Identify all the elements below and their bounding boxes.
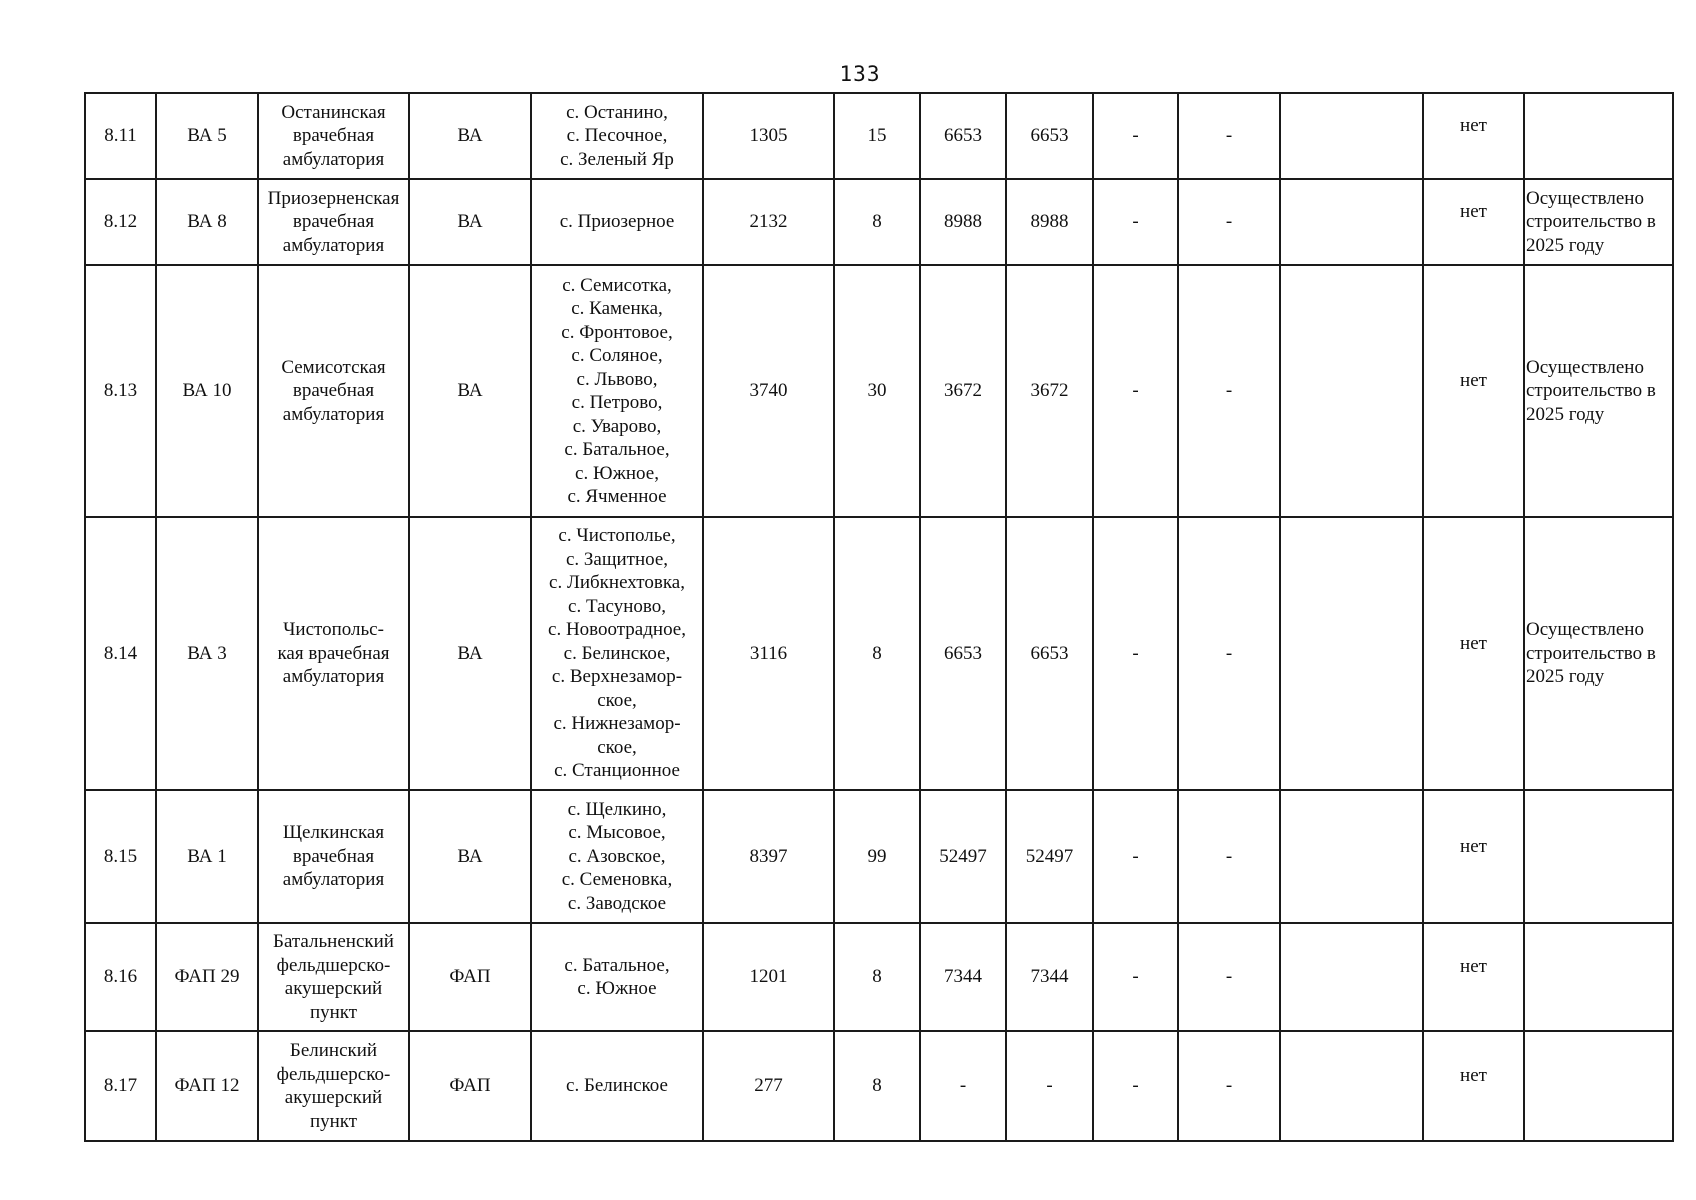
facility-name-cell: Чистопольс- кая врачебная амбулатория	[258, 517, 409, 790]
area-used-cell: 6653	[1006, 517, 1093, 790]
note-cell	[1524, 1031, 1673, 1141]
distance-cell: 30	[834, 265, 920, 517]
column-12-cell	[1280, 265, 1423, 517]
column-10-cell: -	[1093, 517, 1178, 790]
area-used-cell: 6653	[1006, 93, 1093, 179]
facility-type-cell: ФАП	[409, 923, 531, 1031]
flag-cell: нет	[1423, 517, 1524, 790]
area-total-cell: 6653	[920, 517, 1006, 790]
settlements-cell: с. Семисотка, с. Каменка, с. Фронтовое, с. Соляное, с. Львово, с. Петрово, с. Уварово, с. Батальное, с. Южное, с. Ячменное	[531, 265, 703, 517]
settlements-cell: с. Белинское	[531, 1031, 703, 1141]
facility-name-cell: Останинская врачебная амбулатория	[258, 93, 409, 179]
facility-name-cell: Щелкинская врачебная амбулатория	[258, 790, 409, 923]
table-row	[85, 179, 1673, 265]
population-cell: 2132	[703, 179, 834, 265]
facility-type-cell: ФАП	[409, 1031, 531, 1141]
row-number-cell: 8.17	[85, 1031, 156, 1141]
facility-name-cell: Белинский фельдшерско- акушерский пункт	[258, 1031, 409, 1141]
column-12-cell	[1280, 517, 1423, 790]
population-cell: 8397	[703, 790, 834, 923]
page-number: 133	[839, 62, 881, 86]
column-11-cell: -	[1178, 179, 1280, 265]
settlements-cell: с. Останино, с. Песочное, с. Зеленый Яр	[531, 93, 703, 179]
area-total-cell: -	[920, 1031, 1006, 1141]
table-row	[85, 265, 1673, 517]
column-12-cell	[1280, 923, 1423, 1031]
note-cell	[1524, 790, 1673, 923]
row-number-cell: 8.12	[85, 179, 156, 265]
flag-cell: нет	[1423, 265, 1524, 517]
column-12-cell	[1280, 1031, 1423, 1141]
settlements-cell: с. Чистополье, с. Защитное, с. Либкнехтовка, с. Тасуново, с. Новоотрадное, с. Белинское, с. Верхнезамор- ское, с. Нижнезамор- ское, с. Станционное	[531, 517, 703, 790]
population-cell: 1201	[703, 923, 834, 1031]
population-cell: 3740	[703, 265, 834, 517]
settlements-cell: с. Приозерное	[531, 179, 703, 265]
area-total-cell: 6653	[920, 93, 1006, 179]
column-11-cell: -	[1178, 1031, 1280, 1141]
area-used-cell: 7344	[1006, 923, 1093, 1031]
area-used-cell: 52497	[1006, 790, 1093, 923]
note-cell	[1524, 923, 1673, 1031]
column-12-cell	[1280, 790, 1423, 923]
distance-cell: 8	[834, 923, 920, 1031]
row-number-cell: 8.11	[85, 93, 156, 179]
note-cell: Осуществлено строительство в 2025 году	[1524, 517, 1673, 790]
facility-name-cell: Приозерненская врачебная амбулатория	[258, 179, 409, 265]
column-10-cell: -	[1093, 93, 1178, 179]
flag-cell: нет	[1423, 93, 1524, 179]
facility-code-cell: ВА 5	[156, 93, 258, 179]
table-row	[85, 1031, 1673, 1141]
flag-cell: нет	[1423, 1031, 1524, 1141]
population-cell: 1305	[703, 93, 834, 179]
column-10-cell: -	[1093, 179, 1178, 265]
facility-name-cell: Батальненский фельдшерско- акушерский пункт	[258, 923, 409, 1031]
note-cell: Осуществлено строительство в 2025 году	[1524, 265, 1673, 517]
table-row	[85, 93, 1673, 179]
note-cell	[1524, 93, 1673, 179]
area-used-cell: -	[1006, 1031, 1093, 1141]
distance-cell: 8	[834, 517, 920, 790]
column-11-cell: -	[1178, 93, 1280, 179]
flag-cell: нет	[1423, 790, 1524, 923]
column-10-cell: -	[1093, 790, 1178, 923]
distance-cell: 15	[834, 93, 920, 179]
column-10-cell: -	[1093, 923, 1178, 1031]
facility-type-cell: ВА	[409, 265, 531, 517]
population-cell: 3116	[703, 517, 834, 790]
facility-code-cell: ФАП 29	[156, 923, 258, 1031]
area-total-cell: 52497	[920, 790, 1006, 923]
flag-cell: нет	[1423, 179, 1524, 265]
distance-cell: 99	[834, 790, 920, 923]
table-row	[85, 923, 1673, 1031]
area-used-cell: 3672	[1006, 265, 1093, 517]
column-10-cell: -	[1093, 265, 1178, 517]
column-11-cell: -	[1178, 923, 1280, 1031]
facility-name-cell: Семисотская врачебная амбулатория	[258, 265, 409, 517]
facility-type-cell: ВА	[409, 179, 531, 265]
distance-cell: 8	[834, 1031, 920, 1141]
row-number-cell: 8.14	[85, 517, 156, 790]
table-body	[85, 93, 1673, 1141]
flag-cell: нет	[1423, 923, 1524, 1031]
facility-code-cell: ВА 8	[156, 179, 258, 265]
facility-type-cell: ВА	[409, 790, 531, 923]
facility-code-cell: ФАП 12	[156, 1031, 258, 1141]
facilities-table	[84, 92, 1674, 1142]
area-used-cell: 8988	[1006, 179, 1093, 265]
distance-cell: 8	[834, 179, 920, 265]
column-11-cell: -	[1178, 517, 1280, 790]
facility-type-cell: ВА	[409, 93, 531, 179]
facility-code-cell: ВА 1	[156, 790, 258, 923]
facility-type-cell: ВА	[409, 517, 531, 790]
facility-code-cell: ВА 10	[156, 265, 258, 517]
column-11-cell: -	[1178, 790, 1280, 923]
population-cell: 277	[703, 1031, 834, 1141]
column-12-cell	[1280, 93, 1423, 179]
area-total-cell: 7344	[920, 923, 1006, 1031]
settlements-cell: с. Щелкино, с. Мысовое, с. Азовское, с. Семеновка, с. Заводское	[531, 790, 703, 923]
row-number-cell: 8.13	[85, 265, 156, 517]
area-total-cell: 3672	[920, 265, 1006, 517]
column-11-cell: -	[1178, 265, 1280, 517]
table-row	[85, 517, 1673, 790]
settlements-cell: с. Батальное, с. Южное	[531, 923, 703, 1031]
area-total-cell: 8988	[920, 179, 1006, 265]
row-number-cell: 8.16	[85, 923, 156, 1031]
note-cell: Осуществлено строительство в 2025 году	[1524, 179, 1673, 265]
facility-code-cell: ВА 3	[156, 517, 258, 790]
column-12-cell	[1280, 179, 1423, 265]
table-row	[85, 790, 1673, 923]
column-10-cell: -	[1093, 1031, 1178, 1141]
row-number-cell: 8.15	[85, 790, 156, 923]
